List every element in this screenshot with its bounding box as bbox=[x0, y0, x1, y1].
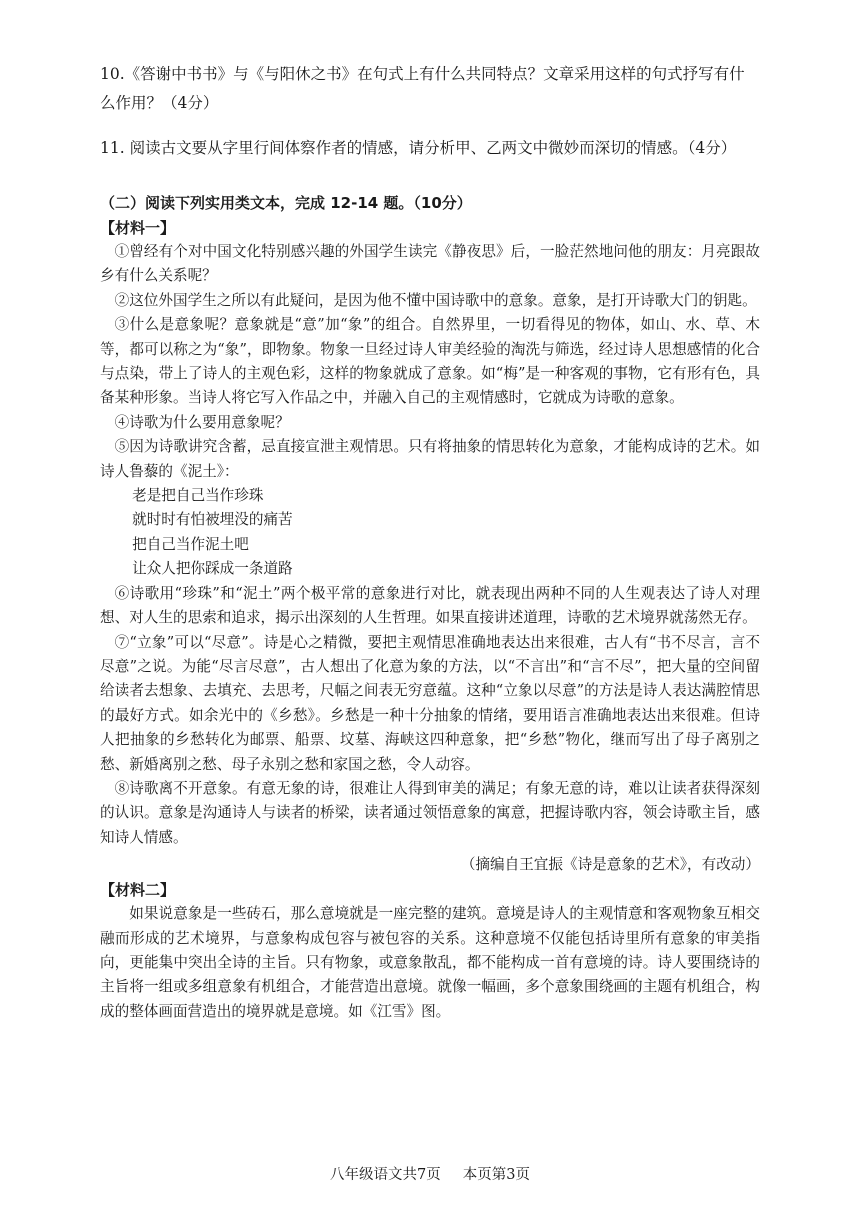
poem-line: 老是把自己当作珍珠 bbox=[132, 487, 264, 505]
footer-current-page: 本页第3页 bbox=[462, 1167, 530, 1183]
material-1-paragraph-2: ②这位外国学生之所以有此疑问，是因为他不懂中国诗歌中的意象。意象，是打开诗歌大门的钥匙。 bbox=[114, 291, 757, 309]
material-1-paragraph-7: ⑦“立象”可以“尽意”。诗是心之精微，要把主观情思准确地表达出来很难，古人有“书不尽言，言不尽意”之说。为能“尽言尽意”，古人想出了化意为象的方法，以“不言出”和“言不尽”，把大量的空间留给读者去想象、去填充、去思考，尺幅之间表无穷意蕴。这种“立象以尽意”的方法是诗人表达满腔情思的最好方式。如余光中的《乡愁》。乡愁是一种十分抽象的情绪，要用语言准确地表达出来很难。但诗人把抽象的乡愁转化为邮票、船票、坟墓、海峡这四种意象，把“乡愁”物化，继而写出了母子离别之愁、新婚离别之愁、母子永别之愁和家国之愁，令人动容。 bbox=[100, 633, 760, 773]
footer-total-pages: 八年级语文共7页 bbox=[330, 1167, 441, 1183]
material-1-body bbox=[100, 240, 760, 878]
section-heading: （二）阅读下列实用类文本，完成 12-14 题。（10分） bbox=[100, 194, 472, 212]
poem-line: 就时时有怕被埋没的痛苦 bbox=[132, 511, 293, 529]
material-1-paragraph-5: ⑤因为诗歌讲究含蓄，忌直接宣泄主观情思。只有将抽象的情思转化为意象，才能构成诗的艺术。如诗人鲁藜的《泥土》： bbox=[100, 438, 760, 480]
poem-line: 把自己当作泥土吧 bbox=[132, 535, 249, 553]
material-1-paragraph-3: ③什么是意象呢？意象就是“意”加“象”的组合。自然界里，一切看得见的物体，如山、水、草、木等，都可以称之为“象”，即物象。物象一旦经过诗人审美经验的淘洗与筛选，经过诗人思想感情的化合与点染，带上了诗人的主观色彩，这样的物象就成了意象。如“梅”是一种客观的事物，它有形有色，具备某种形象。当诗人将它写入作品之中，并融入自己的主观情感时，它就成为诗歌的意象。 bbox=[100, 316, 760, 407]
material-1-paragraph-1: ①曾经有个对中国文化特别感兴趣的外国学生读完《静夜思》后，一脸茫然地问他的朋友：月亮跟故乡有什么关系呢？ bbox=[100, 243, 760, 285]
poem-line: 让众人把你踩成一条道路 bbox=[132, 560, 293, 578]
poem-block bbox=[100, 484, 760, 582]
question-11: 11. 阅读古文要从字里行间体察作者的情感，请分析甲、乙两文中微妙而深切的情感。（4分） bbox=[100, 139, 737, 157]
material-2-label: 【材料二】 bbox=[100, 881, 176, 900]
page-footer bbox=[0, 1165, 860, 1185]
material-1-paragraph-8: ⑧诗歌离不开意象。有意无象的诗，很难让人得到审美的满足；有象无意的诗，难以让读者获得深刻的认识。意象是沟通诗人与读者的桥梁，读者通过领悟意象的寓意，把握诗歌内容，领会诗歌主旨，感知诗人情感。 bbox=[100, 779, 760, 846]
material-2-paragraph: 如果说意象是一些砖石，那么意境就是一座完整的建筑。意境是诗人的主观情意和客观物象互相交融而形成的艺术境界，与意象构成包容与被包容的关系。这种意境不仅能包括诗里所有意象的审美指向，更能集中突出全诗的主旨。只有物象，或意象散乱，都不能构成一首有意境的诗。诗人要围绕诗的主旨将一组或多组意象有机组合，才能营造出意境。就像一幅画，多个意象围绕画的主题有机组合，构成的整体画面营造出的境界就是意境。如《江雪》图。 bbox=[100, 905, 760, 1020]
material-1-source: （摘编自王宜振《诗是意象的艺术》，有改动） bbox=[460, 856, 760, 874]
material-1-paragraph-6: ⑥诗歌用“珍珠”和“泥土”两个极平常的意象进行对比，就表现出两种不同的人生观表达了诗人对理想、对人生的思索和追求，揭示出深刻的人生哲理。如果直接讲述道理，诗歌的艺术境界就荡然无存。 bbox=[100, 584, 760, 627]
material-1-paragraph-4: ④诗歌为什么要用意象呢？ bbox=[114, 413, 290, 431]
material-1-label: 【材料一】 bbox=[100, 219, 176, 237]
question-10: 10.《答谢中书书》与《与阳休之书》在句式上有什么共同特点？文章采用这样的句式抒写有什么作用？（4分） bbox=[100, 65, 745, 112]
